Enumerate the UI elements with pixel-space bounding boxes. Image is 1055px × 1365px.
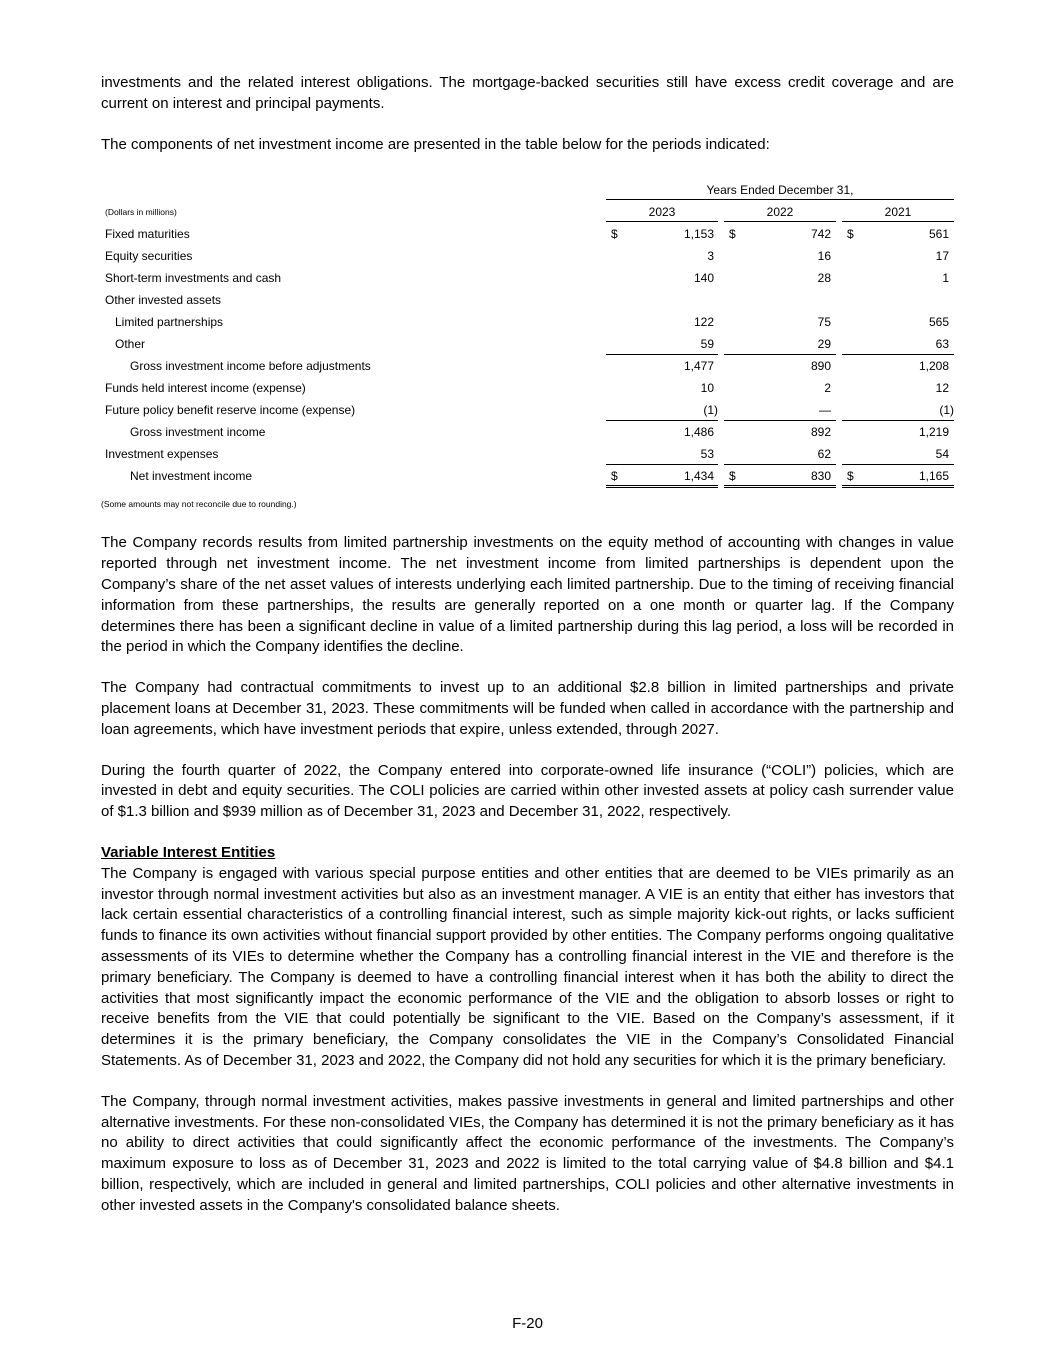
table-row	[101, 444, 954, 466]
row-label: Gross investment income before adjustments	[130, 359, 371, 374]
cell-2021: 1,208	[918, 359, 949, 374]
total-rule	[724, 464, 836, 465]
table-row	[101, 334, 954, 356]
table-row	[101, 400, 954, 422]
cell-2023: 10	[700, 381, 714, 396]
cell-2021: 17	[935, 249, 949, 264]
year-2021: 2021	[884, 205, 912, 220]
table-row	[101, 422, 954, 444]
cell-2023: 122	[693, 315, 714, 330]
subtotal-rule	[724, 354, 836, 355]
subtotal-rule	[606, 354, 718, 355]
double-rule	[842, 485, 954, 486]
dollar-sign: $	[729, 227, 736, 242]
cell-2021: 63	[935, 337, 949, 352]
table-row	[101, 246, 954, 268]
rounding-note: (Some amounts may not reconcile due to rounding.)	[101, 499, 297, 510]
row-label: Future policy benefit reserve income (expense)	[105, 403, 356, 418]
paragraph-mbs: investments and the related interest obligations. The mortgage-backed securities still have excess credit coverage and are current on interest and principal payments.	[101, 74, 954, 112]
net-investment-income-table	[101, 171, 954, 510]
cell-2022: 2	[824, 381, 831, 396]
header-rule	[606, 199, 954, 200]
table-row	[101, 312, 954, 334]
cell-2023: 1,477	[683, 359, 714, 374]
double-rule	[606, 487, 718, 488]
dollar-sign: $	[611, 227, 618, 242]
row-label: Fixed maturities	[105, 227, 190, 242]
table-row	[101, 224, 954, 246]
year-rule	[606, 221, 718, 222]
cell-2023: 1,486	[683, 425, 714, 440]
year-rule	[724, 221, 836, 222]
cell-2022: 890	[810, 359, 831, 374]
cell-2021: 1,219	[918, 425, 949, 440]
table-row	[101, 356, 954, 378]
cell-2023: 3	[707, 249, 714, 264]
row-label: Net investment income	[130, 469, 253, 484]
row-label: Other	[115, 337, 146, 352]
cell-2021: 54	[935, 447, 949, 462]
dollar-sign: $	[729, 469, 736, 484]
total-rule	[606, 464, 718, 465]
page-body	[101, 73, 954, 1217]
cell-2022: 892	[810, 425, 831, 440]
cell-2022: 29	[817, 337, 831, 352]
row-label: Investment expenses	[105, 447, 219, 462]
subtotal-rule	[842, 420, 954, 421]
paragraph-commitments: The Company had contractual commitments to invest up to an additional $2.8 billion in limited partnerships and private placement loans at December 31, 2023. These commitments will be funded when called in accordance with the partnership and loan agreements, which have investment periods that expire, unless extended, through 2027.	[101, 679, 954, 738]
paragraph-coli: During the fourth quarter of 2022, the Company entered into corporate-owned life insurance (“COLI”) policies, which are invested in debt and equity securities. The COLI policies are carried within other invested assets at policy cash surrender value of $1.3 billion and $939 million as of December 31, 2023 and December 31, 2022, respectively.	[101, 761, 954, 821]
double-rule	[842, 487, 954, 488]
cell-2022: —	[819, 403, 831, 418]
dollar-sign: $	[847, 469, 854, 484]
row-label: Limited partnerships	[115, 315, 224, 330]
subtotal-rule	[606, 420, 718, 421]
paragraph-table-intro: The components of net investment income are presented in the table below for the periods indicated:	[101, 135, 770, 153]
year-rule	[842, 221, 954, 222]
cell-2022: 28	[817, 271, 831, 286]
table-row	[101, 290, 954, 312]
cell-2023: 59	[700, 337, 714, 352]
row-label: Equity securities	[105, 249, 193, 264]
cell-2023: (1)	[703, 403, 718, 418]
row-label: Short-term investments and cash	[105, 271, 282, 286]
paragraph-non-consolidated-vie: The Company, through normal investment activities, makes passive investments in general and limited partnerships and other alternative investments. For these non-consolidated VIEs, the Company has determined it is not the primary beneficiary as it has no ability to direct activities that could significantly affect the economic performance of the investments. The Company’s maximum exposure to loss as of December 31, 2023 and 2022 is limited to the total carrying value of $4.8 billion and $4.1 billion, respectively, which are included in general and limited partnerships, COLI policies and other alternative investments in other invested assets in the Company's consolidated balance sheets.	[101, 1092, 954, 1214]
cell-2021: 561	[928, 227, 949, 242]
cell-2021: 1	[942, 271, 949, 286]
cell-2021: 12	[935, 381, 949, 396]
unit-note: (Dollars in millions)	[105, 207, 177, 218]
paragraph-vie: The Company is engaged with various special purpose entities and other entities that are deemed to be VIEs primarily as an investor through normal investment activities but also as an investment manager. A VIE is an entity that either has investors that lack certain essential characteristics of a controlling financial interest, such as simple majority kick-out rights, or lacks sufficient funds to finance its own activities without financial support provided by other entities. The Company performs ongoing qualitative assessments of its VIEs to determine whether the Company has a controlling financial interest in the VIE and therefore is the primary beneficiary. The Company is deemed to have a controlling financial interest when it has both the ability to direct the activities that most significantly impact the economic performance of the VIE and the obligation to absorb losses or right to receive benefits from the VIE that could potentially be significant to the VIE. Based on the Company’s assessment, if it determines it is the primary beneficiary, the Company consolidates the VIE in the Company’s Consolidated Financial Statements. As of December 31, 2023 and 2022, the Company did not hold any securities for which it is the primary beneficiary.	[101, 864, 954, 1069]
row-label: Funds held interest income (expense)	[105, 381, 306, 396]
table-row	[101, 378, 954, 400]
cell-2021: 1,165	[918, 469, 949, 484]
subtotal-rule	[842, 354, 954, 355]
cell-2021: 565	[928, 315, 949, 330]
cell-2021: (1)	[939, 403, 954, 418]
double-rule	[724, 487, 836, 488]
cell-2022: 830	[810, 469, 831, 484]
section-heading-vie: Variable Interest Entities	[101, 843, 276, 861]
double-rule	[606, 485, 718, 486]
year-2022: 2022	[766, 205, 794, 220]
cell-2022: 742	[810, 227, 831, 242]
dollar-sign: $	[847, 227, 854, 242]
table-row	[101, 268, 954, 290]
double-rule	[724, 485, 836, 486]
cell-2022: 16	[817, 249, 831, 264]
subtotal-rule	[724, 420, 836, 421]
row-label: Gross investment income	[130, 425, 266, 440]
row-label: Other invested assets	[105, 293, 222, 308]
period-header: Years Ended December 31,	[706, 183, 854, 198]
cell-2022: 75	[817, 315, 831, 330]
page-number: F-20	[512, 1315, 543, 1332]
dollar-sign: $	[611, 469, 618, 484]
paragraph-limited-partnerships: The Company records results from limited partnership investments on the equity method of accounting with changes in value reported through net investment income. The net investment income from limited partnerships is dependent upon the Company’s share of the net asset values of interests underlying each limited partnership. Due to the timing of receiving financial information from these partnerships, the results are generally reported on a one month or quarter lag. If the Company determines there has been a significant decline in value of a limited partnership during this lag period, a loss will be recorded in the period in which the Company identifies the decline.	[101, 534, 954, 656]
cell-2023: 140	[693, 271, 714, 286]
cell-2023: 53	[700, 447, 714, 462]
cell-2022: 62	[817, 447, 831, 462]
total-rule	[842, 464, 954, 465]
year-2023: 2023	[648, 205, 676, 220]
cell-2023: 1,153	[683, 227, 714, 242]
cell-2023: 1,434	[683, 469, 714, 484]
